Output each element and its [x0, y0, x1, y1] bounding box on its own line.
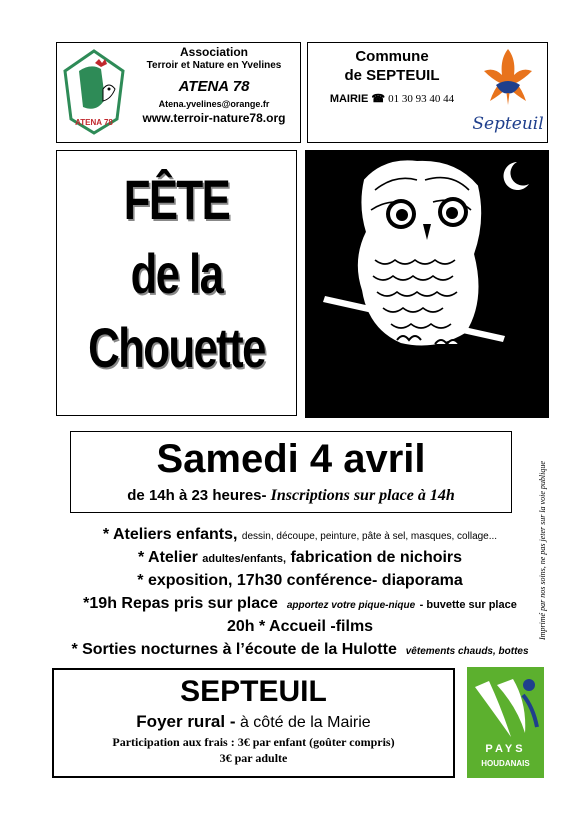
commune-box: [307, 42, 548, 143]
place-venue-line: [54, 712, 453, 733]
association-email[interactable]: Atena.yvelines@orange.fr: [158, 99, 270, 109]
pays-swoosh-icon: [467, 667, 544, 743]
place-venue-detail: à côté de la Mairie: [239, 714, 371, 731]
association-name: ATENA 78: [178, 78, 250, 95]
atena-logo: [61, 49, 127, 135]
event-title: [83, 163, 269, 385]
owl-illustration: [305, 150, 549, 418]
commune-text: [312, 47, 472, 107]
pays-houdanais-logo: [467, 667, 544, 778]
mairie-phone-line: [312, 91, 472, 107]
association-label: Association: [179, 45, 248, 59]
houdanais-label: HOUDANAIS: [481, 759, 530, 768]
event-inscriptions: Inscriptions sur place à 14h: [270, 487, 455, 504]
title-line-2: de la: [130, 242, 223, 305]
place-town: SEPTEUIL: [180, 675, 327, 708]
mairie-phone: 01 30 93 40 44: [388, 93, 455, 105]
title-line-3: Chouette: [88, 316, 265, 379]
program-item-label: *19h Repas pris sur place: [83, 595, 278, 612]
program-item-ateliers-enfants: [40, 524, 560, 548]
title-line-1: FÊTE: [123, 168, 230, 231]
owl-icon: [305, 150, 549, 418]
event-hours-line: [71, 486, 511, 506]
program-item-label: fabrication de nichoirs: [290, 549, 463, 566]
moon-icon: [504, 162, 529, 190]
phone-icon: ☎: [371, 93, 386, 105]
date-box: [70, 431, 512, 513]
program-item-exposition: * exposition, 17h30 conférence- diaporama: [137, 572, 463, 589]
event-hours: de 14h à 23 heures-: [127, 487, 267, 504]
program-item-repas: [40, 593, 560, 617]
place-fees: Participation aux frais : 3€ par enfant (goûter compris): [112, 735, 395, 749]
septeuil-logo-text: Septeuil: [472, 114, 544, 134]
commune-label: Commune: [355, 48, 429, 65]
place-box: [52, 668, 455, 778]
program-item-detail: adultes/enfants,: [202, 553, 287, 565]
program-item-detail: vêtements chauds, bottes: [405, 646, 529, 657]
association-text: [131, 45, 297, 127]
event-date: Samedi 4 avril: [156, 437, 426, 481]
commune-name: de SEPTEUIL: [344, 67, 440, 84]
association-subtitle: Terroir et Nature en Yvelines: [146, 60, 282, 71]
program-item-detail: apportez votre pique-nique: [286, 600, 416, 611]
association-box: [56, 42, 301, 143]
place-fees-adult: 3€ par adulte: [219, 751, 288, 765]
program-item-label: * Sorties nocturnes à l’écoute de la Hulotte: [71, 641, 397, 658]
side-note: Imprimé par nos soins, ne pas jeter sur la voie publique: [538, 461, 547, 640]
program-item-label: * Atelier: [137, 549, 198, 566]
mairie-label: MAIRIE: [329, 93, 369, 105]
program-item-detail: dessin, découpe, peinture, pâte à sel, masques, collage...: [241, 531, 498, 542]
pays-label: PAYS: [485, 743, 526, 755]
program-item-atelier-nichoirs: [40, 547, 560, 570]
place-venue: Foyer rural -: [136, 712, 236, 731]
association-website[interactable]: www.terroir-nature78.org: [142, 111, 286, 125]
title-box: [56, 150, 297, 416]
program-item-detail: - buvette sur place: [419, 599, 517, 611]
program-item-label: * Ateliers enfants,: [102, 526, 238, 543]
septeuil-logo: [470, 45, 546, 141]
program-item-accueil-films: 20h * Accueil -films: [226, 618, 374, 635]
program-item-sorties-nocturnes: [40, 639, 560, 663]
atena-logo-text: ATENA 78: [75, 118, 113, 127]
